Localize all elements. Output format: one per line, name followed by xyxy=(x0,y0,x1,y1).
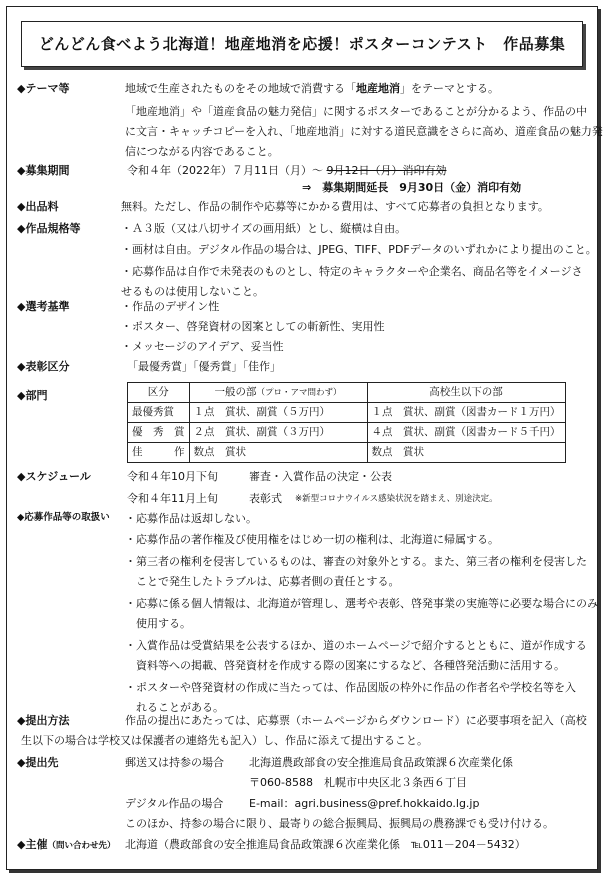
row-student: ４点 賞状、副賞（図書カード５千円） xyxy=(367,423,565,443)
method-line-1: 作品の提出にあたっては、応募票（ホームページからダウンロード）に必要事項を記入（高校 xyxy=(125,714,587,727)
host-label-note: （問い合わせ先） xyxy=(47,841,116,851)
table-row xyxy=(128,403,566,423)
header-general-note: （プロ・アマ問わず） xyxy=(256,387,342,398)
title-box xyxy=(21,21,583,67)
theme-line-2: 「地産地消」や「道産食品の魅力発信」に関するポスターであることが分かるよう、作品の中 xyxy=(125,105,587,118)
row-student: 数点 賞状 xyxy=(367,443,565,463)
criteria-label: ◆選考基準 xyxy=(17,300,70,313)
host-label xyxy=(17,837,115,854)
method-label: ◆提出方法 xyxy=(17,714,70,727)
table-row xyxy=(128,443,566,463)
prize-table-header xyxy=(128,383,566,403)
schedule-note: ※新型コロナウイルス感染状況を踏まえ、別途決定。 xyxy=(295,494,498,504)
period-old-deadline: 9月12日（月）消印有効 xyxy=(326,164,447,177)
awards-label: ◆表彰区分 xyxy=(17,360,70,373)
fee-label: ◆出品料 xyxy=(17,200,59,213)
schedule-date-1: 令和４年10月下旬 xyxy=(127,470,218,483)
handling-line: ・応募に係る個人情報は、北海道が管理し、選考や表彰、啓発事業の実施等に必要な場合にのみ xyxy=(125,597,598,610)
schedule-event-2: 表彰式 xyxy=(249,492,282,505)
page-title: どんどん食べよう北海道！地産地消を応援！ポスターコンテスト 作品募集 xyxy=(38,34,566,53)
period-label: ◆募集期間 xyxy=(17,164,70,177)
row-general: １点 賞状、副賞（５万円） xyxy=(189,403,367,423)
host-label-main: ◆主催 xyxy=(17,838,48,851)
theme-line-4: 信につながる内容であること。 xyxy=(125,145,279,158)
prize-table xyxy=(127,382,566,463)
theme-line-1 xyxy=(125,81,499,98)
row-general: ２点 賞状、副賞（３万円） xyxy=(189,423,367,443)
schedule-date-2: 令和４年11月上旬 xyxy=(127,492,218,505)
mail-label: 郵送又は持参の場合 xyxy=(125,756,224,769)
schedule-event-1: 審査・入賞作品の決定・公表 xyxy=(249,470,392,483)
handling-line: れることがある。 xyxy=(125,701,224,714)
destination-label: ◆提出先 xyxy=(17,756,59,769)
spec-line-1: ・Ａ３版（又は八切サイズの画用紙）とし、縦横は自由。 xyxy=(121,222,407,235)
header-general-label: 一般の部 xyxy=(214,385,257,398)
digital-label: デジタル作品の場合 xyxy=(125,797,224,810)
criteria-item: ・作品のデザイン性 xyxy=(121,300,220,313)
header-general xyxy=(189,383,367,403)
period-start: 令和４年（2022年）７月11日（月）～ xyxy=(127,164,323,177)
handling-line: ・ポスターや啓発資材の作成に当たっては、作品図版の枠外に作品の作者名や学校名等を入 xyxy=(125,681,576,694)
mail-line-2: 〒060-8588 札幌市中央区北３条西６丁目 xyxy=(249,776,467,789)
period-extended: ⇒ 募集期間延長 9月30日（金）消印有効 xyxy=(302,181,522,194)
spec-label: ◆作品規格等 xyxy=(17,222,81,235)
mail-line-1: 北海道農政部食の安全推進局食品政策課６次産業化係 xyxy=(249,756,513,769)
schedule-label: ◆スケジュール xyxy=(17,470,91,483)
method-line-2: 生以下の場合は学校又は保護者の連絡先も記入）し、作品に添えて提出すること。 xyxy=(21,734,428,747)
theme-label: ◆テーマ等 xyxy=(17,82,70,95)
destination-note: このほか、持参の場合に限り、最寄りの総合振興局、振興局の農務課でも受け付ける。 xyxy=(125,817,554,830)
email-address[interactable]: E-mail：agri.business@pref.hokkaido.lg.jp xyxy=(249,797,480,810)
handling-line: ・応募作品は返却しない。 xyxy=(125,512,257,525)
handling-line: ・第三者の権利を侵害しているものは、審査の対象外とする。また、第三者の権利を侵害した xyxy=(125,555,587,568)
spec-line-2: ・画材は自由。デジタル作品の場合は、JPEG、TIFF、PDFデータのいずれかにより提出のこと。 xyxy=(121,243,597,256)
row-general: 数点 賞状 xyxy=(189,443,367,463)
host-text: 北海道（農政部食の安全推進局食品政策課６次産業化係 ℡011－204－5432） xyxy=(125,838,526,851)
row-category: 最優秀賞 xyxy=(128,403,190,423)
fee-text: 無料。ただし、作品の制作や応募等にかかる費用は、すべて応募者の負担となります。 xyxy=(121,200,549,213)
handling-line: ・入賞作品は受賞結果を公表するほか、道のホームページで紹介するとともに、道が作成する xyxy=(125,639,587,652)
handling-line: 使用する。 xyxy=(125,617,191,630)
spec-line-4: せるものは使用しないこと。 xyxy=(121,285,264,298)
theme-keyword: 地産地消 xyxy=(356,82,400,95)
handling-line: ・応募作品の著作権及び使用権をはじめ一切の権利は、北海道に帰属する。 xyxy=(125,533,499,546)
row-category: 優 秀 賞 xyxy=(128,423,190,443)
handling-line: ことで発生したトラブルは、応募者側の責任とする。 xyxy=(125,575,400,588)
divisions-label: ◆部門 xyxy=(17,389,48,402)
handling-label: ◆応募作品等の取扱い xyxy=(17,512,110,523)
criteria-item: ・メッセージのアイデア、妥当性 xyxy=(121,340,284,353)
row-student: １点 賞状、副賞（図書カード１万円） xyxy=(367,403,565,423)
poster-sheet xyxy=(6,6,603,870)
theme-line-1-a: 地域で生産されたものをその地域で消費する「 xyxy=(125,82,356,95)
header-student: 高校生以下の部 xyxy=(367,383,565,403)
awards-text: 「最優秀賞」「優秀賞」「佳作」 xyxy=(127,360,281,373)
criteria-item: ・ポスター、啓発資材の図案としての斬新性、実用性 xyxy=(121,320,385,333)
table-row xyxy=(128,423,566,443)
spec-line-3: ・応募作品は自作で未発表のものとし、特定のキャラクターや企業名、商品名等をイメージさ xyxy=(121,265,583,278)
theme-line-1-c: 」をテーマとする。 xyxy=(400,82,499,95)
header-category: 区分 xyxy=(128,383,190,403)
period-line-1 xyxy=(127,163,447,180)
handling-line: 資料等への掲載、啓発資材を作成する際の図案にするなど、各種啓発活動に活用する。 xyxy=(125,659,565,672)
theme-line-3: に文言・キャッチコピーを入れ、「地産地消」に対する道民意識をさらに高め、道産食品の魅力発 xyxy=(125,125,603,138)
row-category: 佳 作 xyxy=(128,443,190,463)
